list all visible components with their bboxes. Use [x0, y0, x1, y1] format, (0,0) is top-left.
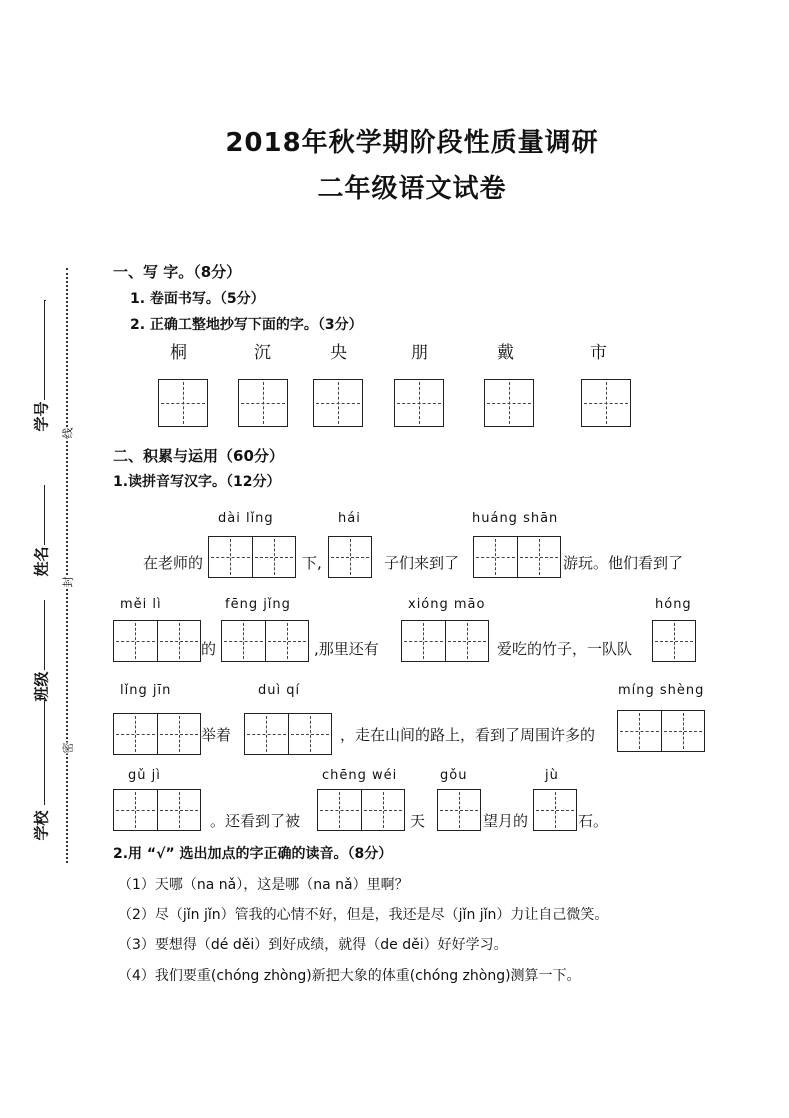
pinyin: xióng māo	[408, 597, 486, 612]
passage-text: 子们来到了	[384, 554, 460, 572]
pinyin: hóng	[655, 597, 692, 612]
exam-title: 2018年秋学期阶段性质量调研	[225, 128, 599, 158]
question-line: （1）天哪（na nǎ），这是哪（na nǎ）里啊？	[118, 877, 409, 893]
label-student-number: 学号	[32, 401, 51, 432]
answer-grid[interactable]	[652, 620, 696, 662]
pinyin: gǒu	[440, 768, 468, 783]
blank-line-student-number	[44, 300, 45, 400]
passage-text: 举着	[201, 726, 232, 744]
pinyin: duì qí	[258, 683, 301, 698]
pinyin: gǔ jì	[128, 768, 161, 783]
section1-item2: 2. 正确工整地抄写下面的字。（3分）	[130, 317, 363, 333]
pinyin: jù	[545, 768, 559, 783]
copy-char: 央	[330, 343, 347, 363]
passage-text: 。还看到了被	[210, 812, 301, 830]
answer-grid[interactable]	[317, 789, 405, 831]
passage-text: 的	[201, 640, 217, 658]
answer-grid[interactable]	[113, 713, 201, 755]
blank-line-name	[44, 485, 45, 545]
copy-char: 沉	[254, 343, 271, 363]
pinyin: huáng shān	[472, 511, 559, 526]
seal-mark-line: 线	[61, 427, 75, 439]
copy-char: 朋	[411, 343, 428, 363]
pinyin: lǐng jīn	[120, 683, 172, 698]
passage-text: 石。	[578, 812, 609, 830]
answer-grid[interactable]	[437, 789, 481, 831]
writing-grid[interactable]	[394, 379, 444, 427]
passage-text: 在老师的	[143, 554, 204, 572]
passage-text: 爱吃的竹子，一队队	[497, 640, 633, 658]
writing-grid[interactable]	[581, 379, 631, 427]
pinyin: chēng wéi	[322, 768, 398, 783]
answer-grid[interactable]	[113, 620, 201, 662]
blank-line-school	[44, 700, 45, 805]
answer-grid[interactable]	[244, 713, 332, 755]
label-name: 姓名	[32, 546, 51, 577]
seal-mark-secret: 密	[61, 742, 75, 754]
answer-grid[interactable]	[533, 789, 577, 831]
pinyin: měi lì	[120, 597, 162, 612]
pinyin: míng shèng	[618, 683, 705, 698]
answer-grid[interactable]	[208, 536, 296, 578]
writing-grid[interactable]	[158, 379, 208, 427]
passage-text: 望月的	[483, 812, 529, 830]
section2-item1: 1.读拼音写汉字。（12分）	[113, 474, 281, 490]
section2-item2: 2.用 “√” 选出加点的字正确的读音。（8分）	[113, 846, 393, 862]
question-line: （3）要想得（dé děi）到好成绩，就得（de děi）好好学习。	[118, 937, 508, 953]
label-class: 班级	[32, 671, 51, 702]
question-line: （4）我们要重(chóng zhòng)新把大象的体重(chóng zhòng)测算一下。	[118, 968, 581, 984]
dotted-binding-line	[66, 268, 68, 863]
copy-char: 戴	[497, 343, 514, 363]
passage-text: 下,	[302, 554, 322, 572]
answer-grid[interactable]	[328, 536, 372, 578]
passage-text: 游玩。他们看到了	[563, 554, 684, 572]
passage-text: 天	[410, 812, 426, 830]
answer-grid[interactable]	[401, 620, 489, 662]
answer-grid[interactable]	[473, 536, 561, 578]
pinyin: hái	[338, 511, 361, 526]
exam-subtitle: 二年级语文试卷	[317, 174, 507, 204]
passage-text: ，走在山间的路上，看到了周围许多的	[340, 726, 596, 744]
section1-item1: 1. 卷面书写。（5分）	[130, 291, 265, 307]
answer-grid[interactable]	[221, 620, 309, 662]
blank-line-class	[44, 600, 45, 670]
copy-char: 桐	[170, 343, 187, 363]
section1-heading: 一、写 字。（8分）	[113, 263, 242, 281]
pinyin: dài lǐng	[218, 511, 274, 526]
label-school: 学校	[32, 810, 51, 841]
writing-grid[interactable]	[313, 379, 363, 427]
section2-heading: 二、积累与运用（60分）	[113, 447, 284, 465]
seal-mark-seal: 封	[61, 576, 75, 588]
question-line: （2）尽（jǐn jǐn）管我的心情不好，但是，我还是尽（jǐn jǐn）力让自己微笑。	[118, 907, 609, 923]
writing-grid[interactable]	[484, 379, 534, 427]
passage-text: ,那里还有	[314, 640, 379, 658]
answer-grid[interactable]	[617, 710, 705, 752]
writing-grid[interactable]	[238, 379, 288, 427]
copy-char: 市	[590, 343, 607, 363]
answer-grid[interactable]	[113, 789, 201, 831]
pinyin: fēng jǐng	[225, 597, 291, 612]
